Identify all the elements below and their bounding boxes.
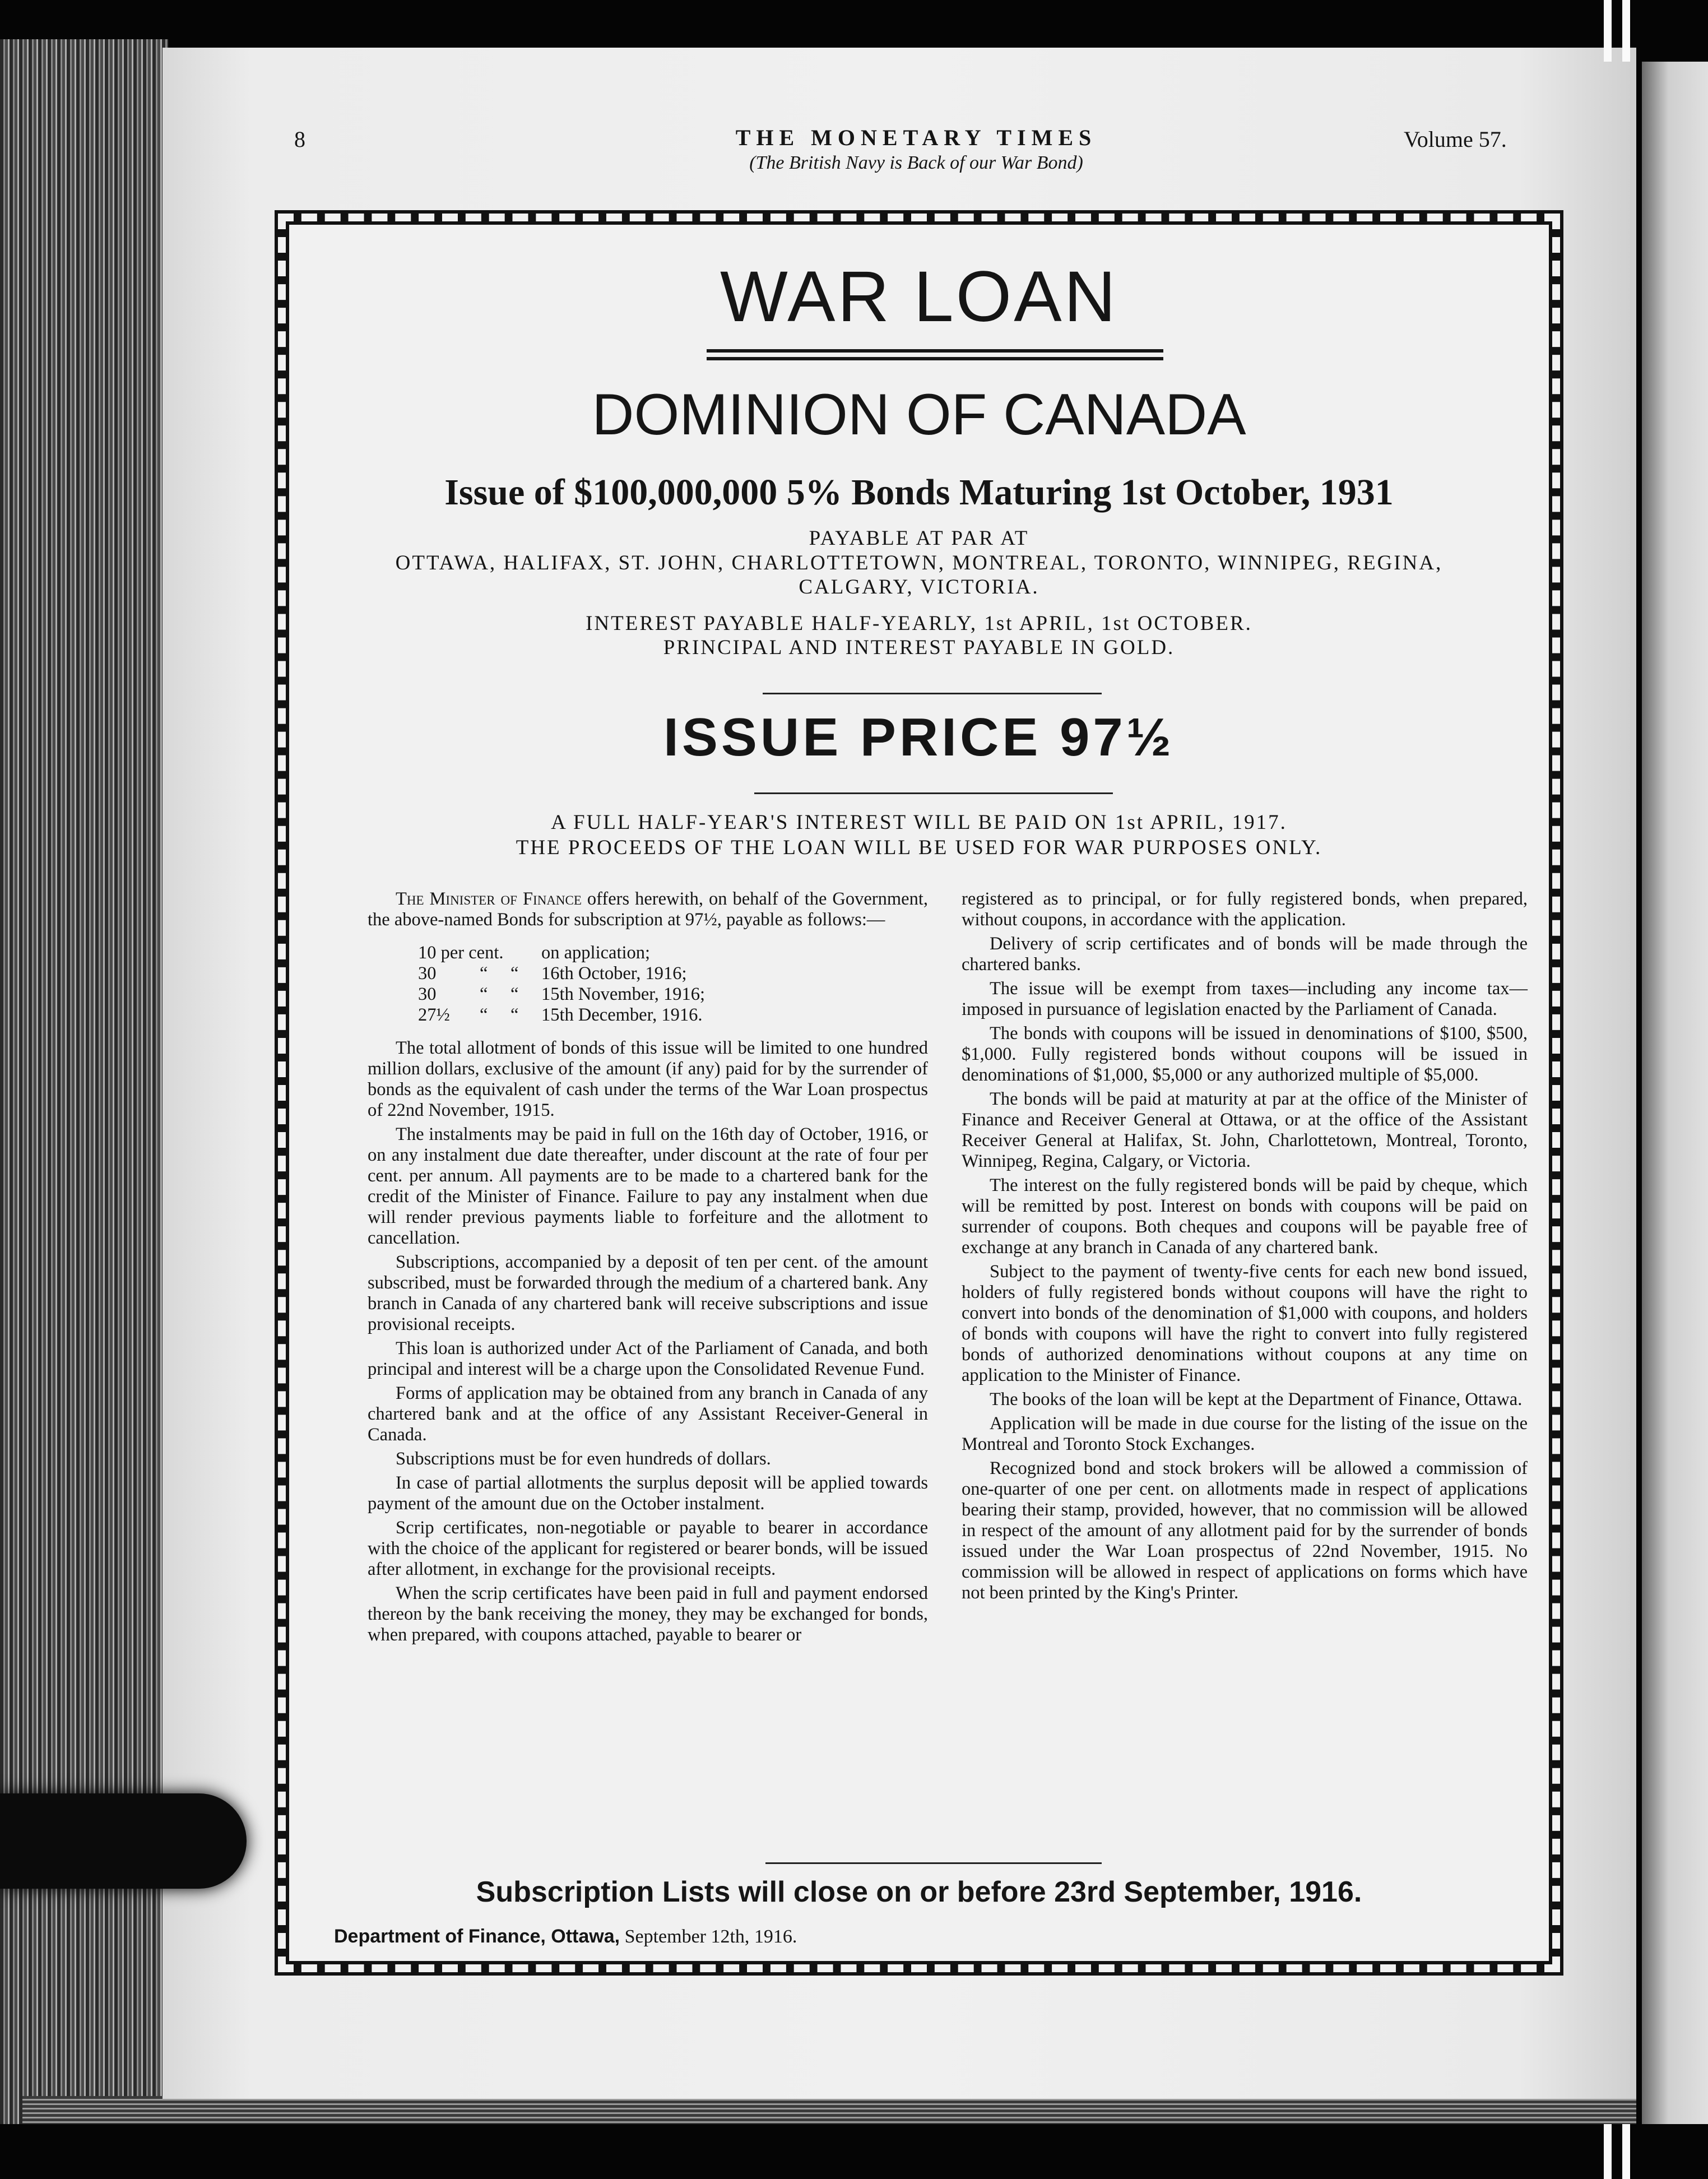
body-paragraph: The total allotment of bonds of this issue will be limited to one hundred million dollars, exclusive of the amount (if any) paid for by the surrender of bonds as the equivalent of cash under the terms of the War Loan prospectus of 22nd November, 1915. [368, 1038, 928, 1120]
issue-line: Issue of $100,000,000 5% Bonds Maturing 1st October, 1931 [444, 472, 1394, 513]
book-bottom-edges [22, 2096, 1636, 2124]
schedule-row: 27½ “ “ 15th December, 1916. [418, 1005, 703, 1025]
journal-motto: (The British Navy is Back of our War Bond) [749, 152, 1083, 173]
body-paragraph: Scrip certificates, non-negotiable or payable to bearer in accordance with the choice of the applicant for registered or bearer bonds, will be issued after allotment, in exchange for the provisional receipts. [368, 1518, 928, 1579]
signature-line [334, 1926, 797, 1948]
volume-label: Volume 57. [1404, 127, 1507, 152]
page-number: 8 [294, 127, 305, 152]
scanner-mark [1604, 2124, 1612, 2179]
body-paragraph: Subscriptions must be for even hundreds of dollars. [396, 1449, 771, 1469]
schedule-row: 10 per cent. on application; [418, 943, 651, 963]
divider [765, 1862, 1102, 1864]
department-name: Department of Finance, Ottawa, [334, 1926, 620, 1947]
body-paragraph: Delivery of scrip certificates and of bonds will be made through the chartered banks. [962, 934, 1528, 975]
issue-date: September 12th, 1916. [620, 1926, 797, 1947]
scanner-thumb [0, 1793, 247, 1889]
right-column [962, 889, 1528, 1603]
scanner-mark [1622, 2124, 1630, 2179]
title-underline [707, 357, 1163, 360]
ad-subtitle: DOMINION OF CANADA [592, 382, 1246, 447]
body-paragraph: Forms of application may be obtained from any branch in Canada of any chartered bank and at the office of any Assistant Receiver-General in Canada. [368, 1383, 928, 1445]
interest-line: PRINCIPAL AND INTEREST PAYABLE IN GOLD. [663, 636, 1175, 659]
schedule-row: 30 “ “ 15th November, 1916; [418, 984, 706, 1004]
body-paragraph: The issue will be exempt from taxes—including any income tax—imposed in pursuance of legislation enacted by the Parliament of Canada. [962, 979, 1528, 1019]
body-paragraph: The instalments may be paid in full on the 16th day of October, 1916, or on any instalment due date thereafter, under discount at the rate of four per cent. per annum. All payments are to be made to a chartered bank for the credit of the Minister of Finance. Failure to pay any instalment when due will render previous payments liable to forfeiture and the allotment to cancellation. [368, 1124, 928, 1248]
payable-cities: OTTAWA, HALIFAX, ST. JOHN, CHARLOTTETOWN, MONTREAL, TORONTO, WINNIPEG, REGINA, [395, 551, 1443, 574]
body-paragraph: The bonds with coupons will be issued in denominations of $100, $500, $1,000. Fully registered bonds without coupons will be issued in denominations of $1,000, $5,000 or any authorized multiple of $5,000. [962, 1023, 1528, 1085]
payable-line: PAYABLE AT PAR AT [809, 527, 1029, 550]
journal-title: THE MONETARY TIMES [735, 125, 1097, 150]
body-paragraph-continued: registered as to principal, or for fully registered bonds, when prepared, without coupons, in accordance with the application. [962, 889, 1528, 930]
body-paragraph: The bonds will be paid at maturity at par at the office of the Minister of Finance and Receiver General at Ottawa, or at the office of the Assistant Receiver General at Halifax, St. John, Charlottetown, Montreal, Toronto, Winnipeg, Regina, Calgary, or Victoria. [962, 1089, 1528, 1171]
body-paragraph: Subscriptions, accompanied by a deposit of ten per cent. of the amount subscribed, must be forwarded through the medium of a chartered bank. Any branch in Canada of any chartered bank will receive subscriptions and issue provisional receipts. [368, 1252, 928, 1334]
intro-paragraph [368, 889, 928, 930]
interest-line: INTEREST PAYABLE HALF-YEARLY, 1st APRIL, 1st OCTOBER. [586, 612, 1252, 635]
divider [763, 693, 1102, 694]
body-paragraph: The books of the loan will be kept at the Department of Finance, Ottawa. [990, 1389, 1523, 1410]
body-paragraph: The interest on the fully registered bonds will be paid by cheque, which will be remitted by post. Interest on bonds with coupons will be paid on surrender of coupons. Both cheques and coupons will be payable free of exchange at any branch in Canada of any chartered bank. [962, 1175, 1528, 1258]
title-underline [707, 349, 1163, 353]
scanner-mark [1604, 0, 1612, 62]
intro-text: offers herewith, on behalf of the Government, the above-named Bonds for subscription at 97½, payable as follows:— [368, 889, 928, 930]
body-paragraph: This loan is authorized under Act of the Parliament of Canada, and both principal and interest will be a charge upon the Consolidated Revenue Fund. [368, 1338, 928, 1379]
body-paragraph: When the scrip certificates have been paid in full and payment endorsed thereon by the bank receiving the money, they may be exchanged for bonds, when prepared, with coupons attached, payable to bearer or [368, 1583, 928, 1645]
body-paragraph: Recognized bond and stock brokers will be allowed a commission of one-quarter of one per cent. on allotments made in respect of applications bearing their stamp, provided, however, that no commission will be allowed in respect of the amount of any allotment paid for by the surrender of bonds issued under the War Loan prospectus of 22nd November, 1915. No commission will be allowed in respect of applications on forms which have not been printed by the King's Printer. [962, 1458, 1528, 1603]
left-column [368, 889, 928, 1645]
body-paragraph: In case of partial allotments the surplus deposit will be applied towards payment of the amount due on the October instalment. [368, 1473, 928, 1514]
scanner-mark [1622, 0, 1630, 62]
payable-cities: CALGARY, VICTORIA. [799, 576, 1039, 599]
ad-title: WAR LOAN [720, 257, 1118, 337]
facing-page-edge [1642, 62, 1708, 2124]
advertisement-frame [275, 210, 1563, 1976]
interest-notice: A FULL HALF-YEAR'S INTEREST WILL BE PAID ON 1st APRIL, 1917. [551, 811, 1287, 834]
closing-notice: Subscription Lists will close on or before 23rd September, 1916. [476, 1876, 1362, 1908]
schedule-row: 30 “ “ 16th October, 1916; [418, 963, 687, 984]
issue-price: ISSUE PRICE 97½ [663, 707, 1175, 767]
minister-label: The Minister of Finance [396, 889, 582, 909]
payment-schedule [418, 943, 928, 1026]
body-paragraph: Subject to the payment of twenty-five cents for each new bond issued, holders of fully registered bonds without coupons will have the right to convert into bonds of the denomination of $1,000 with coupons, and holders of bonds with coupons will have the right to convert into fully registered bonds of authorized denominations without coupons at any time on application to the Minister of Finance. [962, 1262, 1528, 1385]
proceeds-notice: THE PROCEEDS OF THE LOAN WILL BE USED FOR WAR PURPOSES ONLY. [516, 836, 1322, 859]
body-paragraph: Application will be made in due course for the listing of the issue on the Montreal and Toronto Stock Exchanges. [962, 1413, 1528, 1454]
divider [754, 792, 1113, 794]
